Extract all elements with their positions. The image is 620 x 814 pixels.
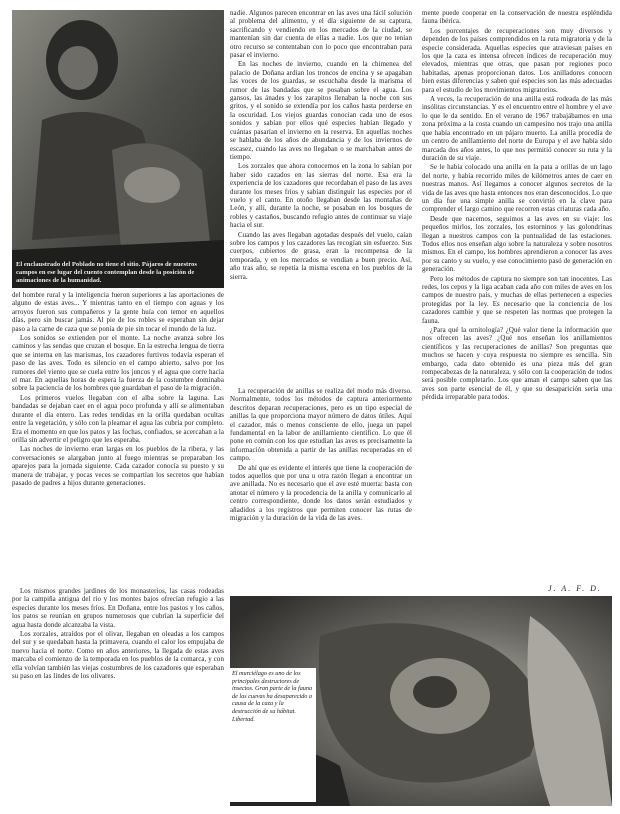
paragraph: ¿Para qué la ornitología? ¿Qué valor tiene la información que nos ofrecen las aves? ¿Qué nos enseñan los anillamientos científicos y las recuperaciones de anillas? Son preguntas que muchos se hacen y cuya respuesta no siempre es sencilla. Sin embargo, cada dato obtenido es una pieza más del gran rompecabezas de la naturaleza, y sólo con la cooperación de todos será posible completarlo. Los que aman el campo saben que las aves son parte esencial de él, y que su desaparición sería una pérdida irreparable para todos. [422, 327, 612, 402]
paragraph: Los zorzales, atraídos por el olivar, llegaban en oleadas a los campos del sur y se quedaban hasta la primavera, cuando el calor los empujaba de nuevo hacia el norte. Como en años anteriores, la llegada de estas aves marcaba el comienzo de la temporada en los pueblos de la comarca, y con ella volvían también las viejas costumbres de los cazadores que esperaban su paso en las lindes de los olivares. [12, 631, 224, 681]
column-left-bottom [12, 588, 224, 802]
paragraph: De ahí que es evidente el interés que tiene la cooperación de todos aquellos que por una u otra razón llegan a encontrar un ave anillada. No es necesario que el ave esté muerta: basta con anotar el número y la procedencia de la anilla y comunicarlo al centro correspondiente, donde los datos serán estudiados y añadidos a los registros que permiten conocer las rutas de migración y la duración de la vida de las aves. [230, 464, 412, 523]
photo-bottom-right [230, 596, 612, 806]
photo-bottom-caption: El murciélago es uno de los principales destructores de insectos. Gran parte de la fauna de las cuevas ha desaparecido a causa de la caza y la destrucción de su hábitat. Libertad. [230, 668, 316, 802]
author-signature: J. A. F. D. [548, 584, 602, 593]
paragraph: Los sonidos se extienden por el monte. La noche avanza sobre los caminos y las sendas que cruzan el bosque. En la estrecha lengua de tierra que se interna en las marismas, los cazadores furtivos todavía esperan el paso de las aves. Todo es silencio en el campo abierto, salvo por los rumores del viento que se cuela entre los juncos y el agua que corre hacia el mar. En aquellas horas de espera la fuerza de la costumbre dominaba sobre la paciencia de los hombres que guardaban el paso de la migración. [12, 335, 224, 393]
column-right [422, 10, 612, 580]
paragraph: Cuando las aves llegaban agotadas después del vuelo, caían sobre los campos y los cazadores las recogían sin esfuerzo. Sus cuerpos, cubiertos de grasa, eran la recompensa de la temporada, y en los mercados se vendían a buen precio. Así, año tras año, se repetía la misma escena en los pueblos de la sierra. [230, 231, 412, 281]
paragraph: La recuperación de anillas se realiza del modo más diverso. Normalmente, todos los métodos de captura anteriormente descritos deparan recuperaciones, pero es un tipo especial de anillas la que proporciona mayor número de datos útiles. Aquí el cazador, más o menos consciente de ello, juega un papel fundamental en la labor de anillamiento científico. Lo que él pone en común con los que estudian las aves es precisamente la información obtenida a partir de las anillas recuperadas en el campo. [230, 388, 412, 463]
paragraph: Los zorzales que ahora conocemos en la zona lo sabían por haber sido cazados en las sierras del norte. Esa era la experiencia de los cazadores que recordaban el paso de las aves durante los meses fríos y sabían distinguir las especies por el vuelo y el canto. En otoño llegaban desde las montañas de León, y allí, durante la noche, se posaban en los bosques de robles y castaños, buscando refugio antes de continuar su viaje hacia el sur. [230, 163, 412, 230]
column-left-top [12, 292, 224, 582]
photo-top-image [12, 10, 224, 288]
paragraph: nadie. Algunos parecen encontrar en las aves una fácil solución al problema del alimento, y el día siguiente de su captura, sacrificando y vendiendo en los mercados de la ciudad, se mantenían sin dar cuenta de ellas a nadie. Los que no tenían otro recurso se contentaban con lo poco que encontraban para pasar el invierno. [230, 10, 412, 60]
paragraph: Las noches de invierno eran largas en los pueblos de la ribera, y las conversaciones se alargaban junto al fuego mientras se preparaban los aparejos para la jornada siguiente. Cada cazador conocía su puesto y su manera de trabajar, y pocas veces se compartían los secretos que habían pasado de padres a hijos durante generaciones. [12, 446, 224, 487]
column-middle-top [230, 10, 412, 384]
paragraph: Pero los métodos de captura no siempre son tan inocentes. Las redes, los cepos y la liga acaban cada año con miles de aves en los campos de nuestro país, y muchas de ellas pertenecen a especies protegidas por la ley. Es necesario que la conciencia de los cazadores cambie y que se respeten las normas que protegen la fauna. [422, 275, 612, 325]
photo-top-caption: El enclaustrado del Poblado no tiene el sitio. Pájaros de nuestros campos en ese lugar del cuento contemplan desde la posición de animaciones de la humanidad. [16, 261, 197, 284]
photo-top-left [12, 10, 224, 288]
paragraph: del hombre rural y la inteligencia fueron superiores a las aportaciones de alguno de estas aves... Y mientras tanto en el tiempo con aguas y los arroyos fueron sus compañeros y la gente huía con temor en aquellos días, pero sin buscar jamás. Al pie de los robles se esperaban sin dejar paso a la carne de caza que se ponía de pie sin tocar el mundo de la luz. [12, 292, 224, 333]
paragraph: Los mismos grandes jardines de los monasterios, las casas rodeadas por la campiña antigua del río y los montes bajos ofrecían refugio a las especies durante los meses fríos. En Doñana, entre los pastos y los caños, los patos se reunían en grupos numerosos que cubrían la superficie del agua hasta donde alcanzaba la vista. [12, 588, 224, 629]
paragraph: Los primeros vuelos llegaban con el alba sobre la laguna. Las bandadas se dejaban caer en el agua poco profunda y allí se alimentaban durante el día entero. Las redes tendidas en la orilla quedaban ocultas entre la vegetación, y sólo con la pleamar el agua las cubría por completo. Era el momento en que los patos y las fochas, confiados, se acercaban a la orilla sin advertir el peligro que les esperaba. [12, 394, 224, 444]
paragraph: Los porcentajes de recuperaciones son muy diversos y dependen de los países comprendidos en la ruta migratoria y de la especie considerada. Aquellas especies que atraviesan países en los que la caza es intensa ofrecen índices de recuperación muy elevados, mientras que otras, que pasan por regiones poco habitadas, apenas proporcionan datos. Los anilladores conocen bien estas diferencias y saben qué especies son las más adecuadas para el estudio de los movimientos migratorios. [422, 27, 612, 94]
paragraph: mente puede cooperar en la conservación de nuestra espléndida fauna ibérica. [422, 10, 612, 26]
paragraph: Se le había colocado una anilla en la pata a orillas de un lago del norte, y había recorrido miles de kilómetros antes de caer en nuestras manos. Así llegamos a conocer algunos secretos de la vida de las aves que hasta entonces nos eran desconocidos. Lo que un día fue una simple anilla se convirtió en la clave para comprender el largo camino que recorren estas criaturas cada año. [422, 164, 612, 214]
paragraph: En las noches de invierno, cuando en la chimenea del palacio de Doñana ardían los troncos de encina y se apagaban las voces de los guardas, se escuchaba desde la marisma el rumor de las bandadas que se posaban sobre el agua. Los gansos, las ánades y los zarapitos llenaban la noche con sus gritos, y el sonido se extendía por los caños hasta perderse en la oscuridad. Los viejos guardas conocían cada uno de esos sonidos y sabían por ellos qué especies habían llegado y cuántas pasarían el invierno en la reserva. En aquellas noches se hablaba de los años de abundancia y de los inviernos de escasez, cuando las aves no llegaban o se marchaban antes de tiempo. [230, 61, 412, 161]
column-middle-bottom [230, 388, 412, 590]
paragraph: Desde que nacemos, seguimos a las aves en su viaje: los pequeños mirlos, los zorzales, los estorninos y las golondrinas llegan a nuestros campos con la puntualidad de las estaciones. Todos ellos nos enseñan algo sobre la naturaleza y sobre nosotros mismos. En el campo, los hombres aprendieron a conocer las aves por su canto y su vuelo, y ese conocimiento pasó de generación en generación. [422, 215, 612, 274]
paragraph: A veces, la recuperación de una anilla está rodeada de las más insólitas circunstancias. Y es el encuentro entre el hombre y el ave lo que le da sentido. En el verano de 1967 trabajábamos en una zona próxima a la costa cuando un campesino nos trajo una anilla que había encontrado en un pájaro muerto. La anilla procedía de un centro de anillamiento del norte de Europa y el ave había sido marcada dos años antes, lo que nos permitió conocer su ruta y la duración de su viaje. [422, 96, 612, 162]
